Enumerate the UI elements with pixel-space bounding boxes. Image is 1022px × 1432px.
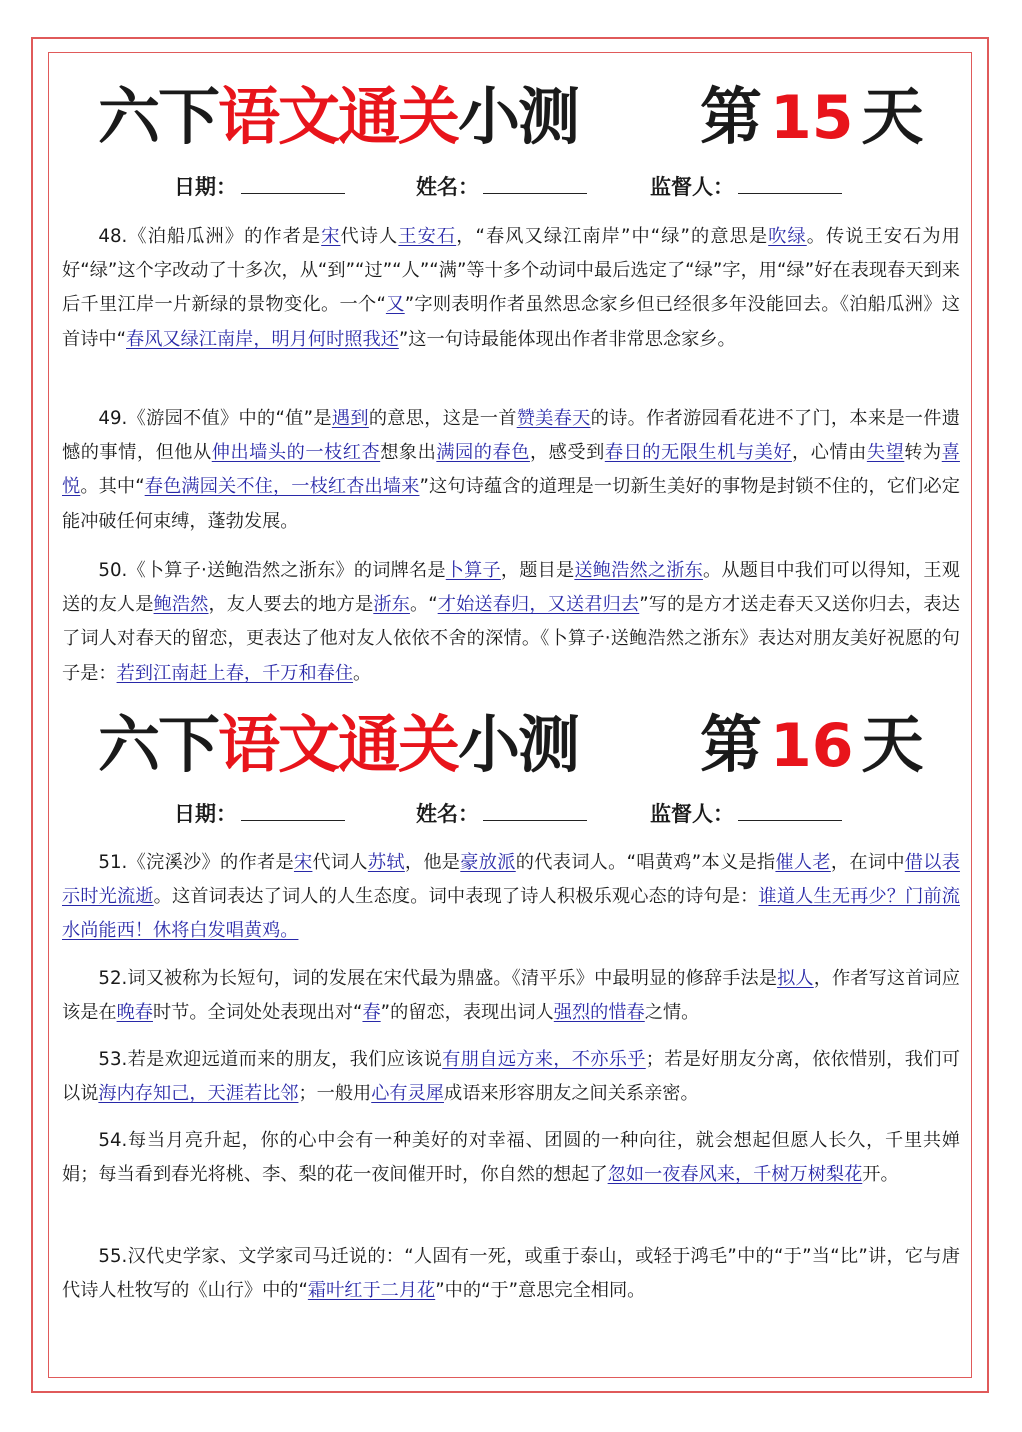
- answer-text: 强烈的惜春: [553, 1002, 645, 1024]
- question-text: ，感受到: [529, 442, 605, 464]
- answer-text: 又: [385, 294, 405, 316]
- answer-text: 王安石: [398, 226, 457, 247]
- answer-text: 鲍浩然: [153, 594, 209, 616]
- answer-text: 喜悦: [62, 442, 960, 498]
- day15-supervisor-blank[interactable]: [738, 171, 842, 194]
- question-text: ，友人要去的地方是: [208, 594, 374, 616]
- answer-text: 遇到: [331, 408, 369, 429]
- question-text: 。传说王安石为用好“绿”这个字改动了十多次，从“到”“过”“人”“满”等十多个动词中最后选定了“绿”字，用“绿”好在表现春天到来后千里江岸一片新绿的景物变化。一个“: [62, 226, 960, 316]
- answer-text: 忽如一夜春风来，千树万树梨花: [607, 1164, 863, 1186]
- question-text: 的诗。作者游园看花进不了门，本来是一件遗憾的事情，但他从: [62, 408, 960, 464]
- question-text: 代诗人: [340, 226, 399, 247]
- day15-day-number: 15: [770, 83, 854, 153]
- question-text: 。这首词表达了词人的人生态度。词中表现了诗人积极乐观心态的诗句是：: [153, 886, 759, 908]
- question-text: 48.《泊船瓜洲》的作者是: [98, 226, 322, 247]
- question-text: 52.词又被称为长短句，词的发展在宋代最为鼎盛。《清平乐》中最明显的修辞手法是: [98, 968, 778, 989]
- day16-date-blank[interactable]: [241, 798, 345, 821]
- question-49: [62, 402, 960, 539]
- question-text: 50.《卜算子·送鲍浩然之浙东》的词牌名是: [98, 560, 446, 581]
- answer-text: 春色满园关不住，一枝红杏出墙来: [144, 476, 420, 498]
- answer-text: 吹绿: [768, 226, 807, 247]
- answer-text: 催人老: [775, 852, 831, 873]
- answer-text: 卜算子: [445, 560, 501, 581]
- day15-name-field[interactable]: [416, 170, 587, 204]
- day16-name-field[interactable]: [416, 797, 587, 831]
- answer-text: 浙东: [373, 594, 410, 616]
- question-text: 。其中“: [80, 476, 145, 498]
- question-text: ”中的“于”意思完全相同。: [435, 1280, 646, 1302]
- question-text: 开。: [862, 1164, 899, 1186]
- question-text: 53.若是欢迎远道而来的朋友，我们应该说: [98, 1049, 443, 1070]
- answer-text: 赞美春天: [516, 408, 591, 429]
- question-text: 。: [353, 662, 372, 684]
- question-text: 。“: [409, 594, 438, 616]
- question-text: 49.《游园不值》中的“值”是: [98, 408, 332, 429]
- day16-title-quiz: 小测: [458, 708, 579, 781]
- question-50: [62, 554, 960, 691]
- day16-info-row: [62, 797, 960, 831]
- day15-title: [62, 74, 960, 160]
- answer-text: 宋: [293, 852, 313, 873]
- question-text: ；一般用: [298, 1083, 372, 1105]
- question-text: 54.每当月亮升起，你的心中会有一种美好的对幸福、团圆的一种向往，就会想起但愿人长久，千里共婵娟；每当看到春光将桃、李、梨的花一夜间催开时，你自然的想起了: [62, 1130, 960, 1186]
- day16-title-grade: 六下: [98, 708, 219, 781]
- day15-name-blank[interactable]: [483, 171, 587, 194]
- day16-day-suffix: 天: [861, 708, 924, 781]
- answer-text: 春: [362, 1002, 381, 1024]
- question-48: [62, 220, 960, 357]
- question-text: ，心情由: [791, 442, 867, 464]
- question-text: ，作者写这首词应该是在: [62, 968, 960, 1024]
- day15-date-field[interactable]: [174, 170, 345, 204]
- question-text: ”写的是方才送走春天又送你归去，表达了词人对春天的留恋，更表达了他对友人依依不舍的深情。《卜算子·送鲍浩然之浙东》表达对朋友美好祝愿的句子是：: [62, 594, 960, 684]
- day15-name-label: 姓名：: [416, 175, 479, 199]
- question-text: 的代表词人。“唱黄鸡”本义是指: [515, 852, 776, 873]
- question-text: 代词人: [312, 852, 368, 873]
- answer-text: 苏轼: [367, 852, 405, 873]
- question-text: 想象出: [380, 442, 437, 464]
- day16-date-label: 日期：: [174, 802, 237, 826]
- question-text: ”字则表明作者虽然思念家乡但已经很多年没能回去。《泊船瓜洲》这首诗中“: [62, 294, 960, 350]
- answer-text: 春日的无限生机与美好: [604, 442, 792, 464]
- question-55: [62, 1240, 960, 1308]
- question-54: [62, 1124, 960, 1192]
- day16-title-subject: 语文通关: [218, 708, 459, 781]
- day16-name-blank[interactable]: [483, 798, 587, 821]
- answer-text: 借以表示时光流逝: [62, 852, 960, 908]
- question-text: 之情。: [644, 1002, 700, 1024]
- answer-text: 拟人: [777, 968, 814, 989]
- answer-text: 若到江南赶上春，千万和春住: [116, 662, 354, 684]
- question-text: ”这句诗蕴含的道理是一切新生美好的事物是封锁不住的，它们必定能冲破任何束缚，蓬勃发展。: [62, 476, 960, 532]
- answer-text: 豪放派: [460, 852, 516, 873]
- answer-text: 有朋自远方来，不亦乐乎: [442, 1049, 646, 1070]
- question-text: ，题目是: [500, 560, 575, 581]
- answer-text: 晚春: [116, 1002, 153, 1024]
- question-text: 51.《浣溪沙》的作者是: [98, 852, 294, 873]
- question-text: ，在词中: [830, 852, 905, 873]
- day16-day-number: 16: [770, 711, 854, 781]
- day16-day-prefix: 第: [700, 708, 763, 781]
- answer-text: 满园的春色: [436, 442, 530, 464]
- answer-text: 心有灵犀: [371, 1083, 444, 1105]
- answer-text: 春风又绿江南岸，明月何时照我还: [126, 328, 399, 350]
- question-53: [62, 1043, 960, 1111]
- day15-day-suffix: 天: [861, 80, 924, 153]
- answer-text: 霜叶红于二月花: [307, 1280, 436, 1302]
- question-text: ”的留恋，表现出词人: [380, 1002, 554, 1024]
- day16-date-field[interactable]: [174, 797, 345, 831]
- question-51: [62, 846, 960, 949]
- question-text: ”这一句诗最能体现出作者非常思念家乡。: [398, 328, 736, 350]
- day16-title: [62, 702, 960, 788]
- day15-title-grade: 六下: [98, 80, 219, 153]
- question-text: ，“春风又绿江南岸”中“绿”的意思是: [456, 226, 769, 247]
- day16-name-label: 姓名：: [416, 802, 479, 826]
- answer-text: 送鲍浩然之浙东: [574, 560, 703, 581]
- answer-text: 才始送春归，又送君归去: [437, 594, 640, 616]
- question-text: 时节。全词处处表现出对“: [152, 1002, 363, 1024]
- answer-text: 谁道人生无再少？门前流水尚能西！休将白发唱黄鸡。: [62, 886, 960, 942]
- day15-date-label: 日期：: [174, 175, 237, 199]
- question-text: 转为: [904, 442, 942, 464]
- day15-supervisor-field[interactable]: [650, 170, 842, 204]
- answer-text: 伸出墙头的一枝红杏: [211, 442, 381, 464]
- answer-text: 失望: [866, 442, 905, 464]
- day16-supervisor-field[interactable]: [650, 797, 842, 831]
- answer-text: 宋: [321, 226, 341, 247]
- day15-title-quiz: 小测: [458, 80, 579, 153]
- day16-supervisor-label: 监督人：: [650, 802, 734, 826]
- question-text: ，他是: [404, 852, 461, 873]
- day15-supervisor-label: 监督人：: [650, 175, 734, 199]
- day15-date-blank[interactable]: [241, 171, 345, 194]
- question-text: 的意思，这是一首: [368, 408, 517, 429]
- answer-text: 海内存知己，天涯若比邻: [98, 1083, 299, 1105]
- question-text: ；若是好朋友分离，依依惜别，我们可以说: [62, 1049, 960, 1105]
- day15-info-row: [62, 170, 960, 204]
- day15-title-subject: 语文通关: [218, 80, 459, 153]
- question-text: 。从题目中我们可以得知，王观送的友人是: [62, 560, 960, 616]
- question-52: [62, 962, 960, 1030]
- question-text: 成语来形容朋友之间关系亲密。: [444, 1083, 699, 1105]
- question-text: 55.汉代史学家、文学家司马迁说的：“人固有一死，或重于泰山，或轻于鸿毛”中的“于”当“比”讲，它与唐代诗人杜牧写的《山行》中的“: [62, 1246, 960, 1302]
- day16-supervisor-blank[interactable]: [738, 798, 842, 821]
- day15-day-prefix: 第: [700, 80, 763, 153]
